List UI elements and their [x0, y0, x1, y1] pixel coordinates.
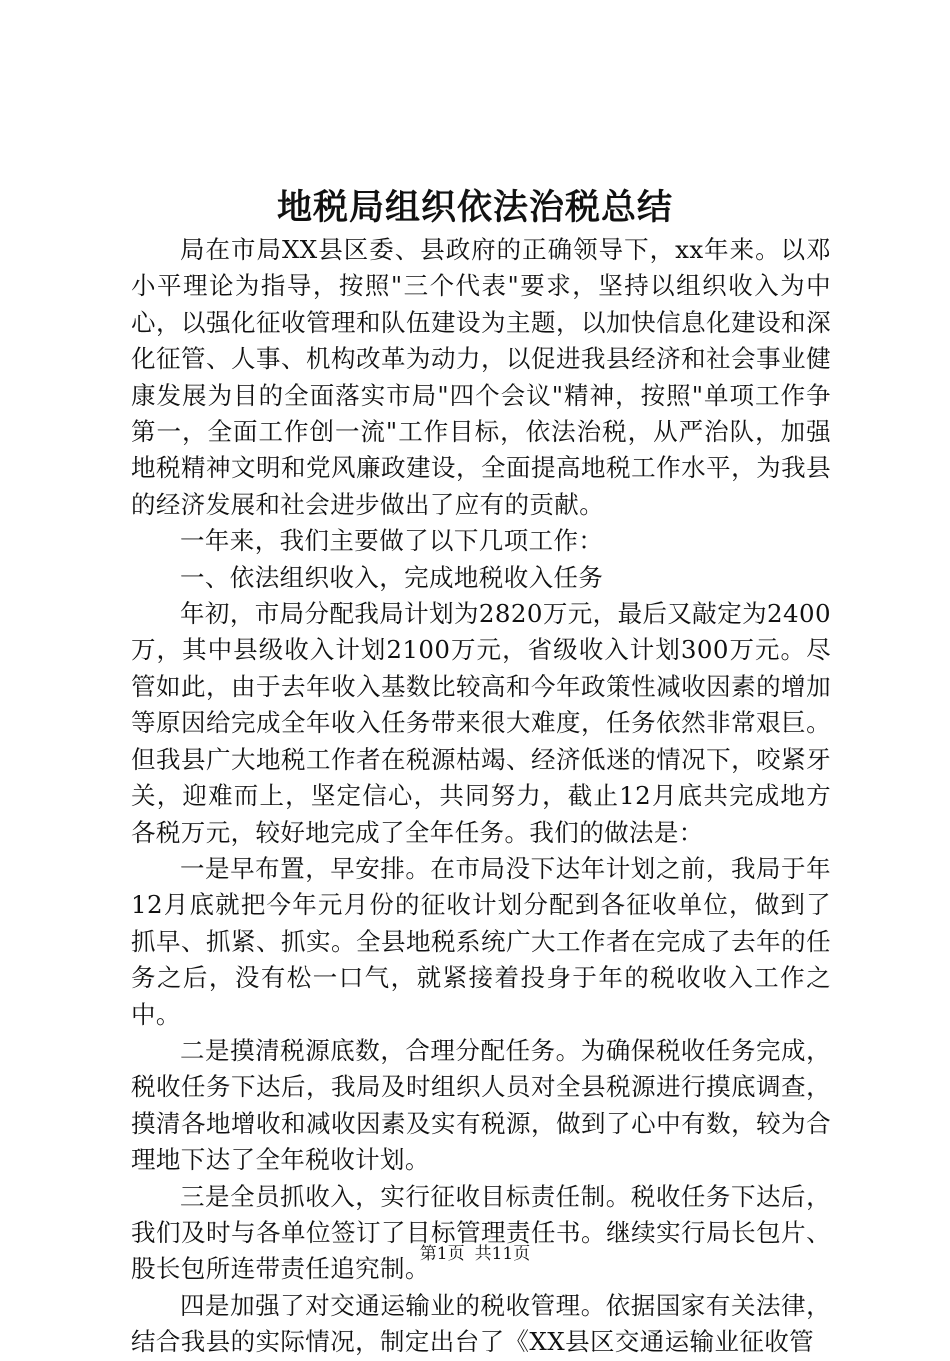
- paragraph-work-overview: 一年来，我们主要做了以下几项工作：: [180, 526, 604, 556]
- page-footer: [0, 1242, 950, 1266]
- document-title: 地税局组织依法治税总结: [276, 187, 673, 228]
- section-heading-revenue: 一、依法组织收入，完成地税收入任务: [180, 562, 604, 592]
- page-total: 共11页: [474, 1244, 531, 1264]
- paragraph-early-arrangement: 一是早布置，早安排。在市局没下达年计划之前，我局于年12月底就把今年元月份的征收计划分配到各征收单位，做到了抓早、抓紧、抓实。全县地税系统广大工作者在完成了去年的任务之后，没有松一口气，就紧接着投身于年的税收收入工作之中。: [131, 853, 831, 1029]
- document-body: [131, 232, 831, 1361]
- paragraph-revenue-plan: 年初，市局分配我局计划为2820万元，最后又敲定为2400万，其中县级收入计划2100万元，省级收入计划300万元。尽管如此，由于去年收入基数比较高和今年政策性减收因素的增加等原因给完成全年收入任务带来很大难度，任务依然非常艰巨。但我县广大地税工作者在税源枯竭、经济低迷的情况下，咬紧牙关，迎难而上，坚定信心，共同努力，截止12月底共完成地方各税万元，较好地完成了全年任务。我们的做法是：: [131, 599, 831, 847]
- paragraph-intro: 局在市局XX县区委、县政府的正确领导下，xx年来。以邓小平理论为指导，按照"三个代表"要求，坚持以组织收入为中心，以强化征收管理和队伍建设为主题，以加快信息化建设和深化征管、人事、机构改革为动力，以促进我县经济和社会事业健康发展为目的全面落实市局"四个会议"精神，按照"单项工作争第一，全面工作创一流"工作目标，依法治税，从严治队，加强地税精神文明和党风廉政建设，全面提高地税工作水平，为我县的经济发展和社会进步做出了应有的贡献。: [131, 235, 831, 519]
- page-number: 第1页: [419, 1244, 465, 1264]
- paragraph-target-responsibility: 三是全员抓收入，实行征收目标责任制。税收任务下达后，我们及时与各单位签订了目标管理责任书。继续实行局长包片、股长包所连带责任追究制。: [131, 1181, 831, 1284]
- paragraph-tax-source-survey: 二是摸清税源底数，合理分配任务。为确保税收任务完成，税收任务下达后，我局及时组织人员对全县税源进行摸底调查，摸清各地增收和减收因素及实有税源，做到了心中有数，较为合理地下达了全年税收计划。: [131, 1035, 831, 1175]
- paragraph-transport-tax: 四是加强了对交通运输业的税收管理。依据国家有关法律，结合我县的实际情况，制定出台了《XX县区交通运输业征收管: [131, 1290, 831, 1357]
